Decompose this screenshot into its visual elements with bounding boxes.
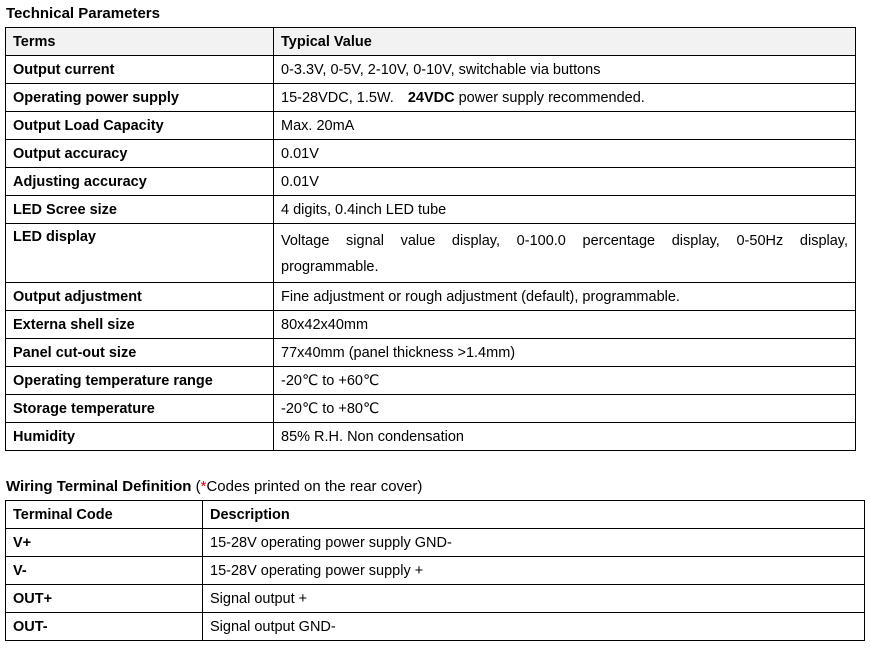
note-asterisk: * (200, 478, 207, 495)
desc-cell: 15-28V operating power supply + (203, 557, 865, 585)
term-cell: LED display (6, 224, 274, 283)
code-cell: V+ (6, 529, 203, 557)
header-typical-value: Typical Value (274, 28, 856, 56)
table-header-row (6, 28, 856, 56)
code-cell: OUT- (6, 613, 203, 641)
technical-parameters-table (5, 27, 856, 451)
value-cell: 0-3.3V, 0-5V, 2-10V, 0-10V, switchable via buttons (274, 56, 856, 84)
table-row (6, 112, 856, 140)
table-row (6, 339, 856, 367)
table-row (6, 585, 865, 613)
table-row (6, 423, 856, 451)
value-cell: 4 digits, 0.4inch LED tube (274, 196, 856, 224)
value-cell: 80x42x40mm (274, 311, 856, 339)
header-terms: Terms (6, 28, 274, 56)
desc-cell: 15-28V operating power supply GND- (203, 529, 865, 557)
value-cell: Max. 20mA (274, 112, 856, 140)
value-cell: 0.01V (274, 140, 856, 168)
table-row (6, 84, 856, 112)
term-cell: Output Load Capacity (6, 112, 274, 140)
value-text: 15-28VDC, 1.5W. (281, 89, 394, 106)
term-cell: Output accuracy (6, 140, 274, 168)
table-header-row (6, 501, 865, 529)
value-cell: Voltage signal value display, 0-100.0 percentage display, 0-50Hz display, programmable. (274, 224, 856, 283)
code-cell: OUT+ (6, 585, 203, 613)
term-cell: Operating power supply (6, 84, 274, 112)
note-open: ( (191, 478, 201, 495)
table-row (6, 557, 865, 585)
table-row (6, 529, 865, 557)
table-row (6, 367, 856, 395)
value-cell (274, 84, 856, 112)
table-row (6, 311, 856, 339)
header-terminal-code: Terminal Code (6, 501, 203, 529)
term-cell: Adjusting accuracy (6, 168, 274, 196)
value-cell: 85% R.H. Non condensation (274, 423, 856, 451)
value-cell: 77x40mm (panel thickness >1.4mm) (274, 339, 856, 367)
wiring-terminal-table (5, 500, 865, 641)
term-cell: Output current (6, 56, 274, 84)
term-cell: Externa shell size (6, 311, 274, 339)
term-cell: Operating temperature range (6, 367, 274, 395)
desc-cell: Signal output GND- (203, 613, 865, 641)
desc-cell: Signal output + (203, 585, 865, 613)
table-row (6, 140, 856, 168)
term-cell: Output adjustment (6, 283, 274, 311)
table-row (6, 196, 856, 224)
table-row (6, 395, 856, 423)
term-cell: Panel cut-out size (6, 339, 274, 367)
term-cell: Humidity (6, 423, 274, 451)
term-cell: LED Scree size (6, 196, 274, 224)
code-cell: V- (6, 557, 203, 585)
value-cell: Fine adjustment or rough adjustment (default), programmable. (274, 283, 856, 311)
header-description: Description (203, 501, 865, 529)
table-row (6, 168, 856, 196)
table-row (6, 613, 865, 641)
value-cell: -20℃ to +80℃ (274, 395, 856, 423)
wiring-title-text: Wiring Terminal Definition (6, 478, 192, 495)
value-bold-text: 24VDC (407, 89, 455, 106)
value-cell: -20℃ to +60℃ (274, 367, 856, 395)
technical-parameters-title: Technical Parameters (6, 5, 160, 22)
note-text: Codes printed on the rear cover) (206, 478, 423, 495)
table-row (6, 56, 856, 84)
value-tail-text: power supply recommended. (458, 89, 645, 106)
table-row (6, 283, 856, 311)
table-row (6, 224, 856, 283)
wiring-terminal-title (6, 478, 422, 495)
value-cell: 0.01V (274, 168, 856, 196)
term-cell: Storage temperature (6, 395, 274, 423)
